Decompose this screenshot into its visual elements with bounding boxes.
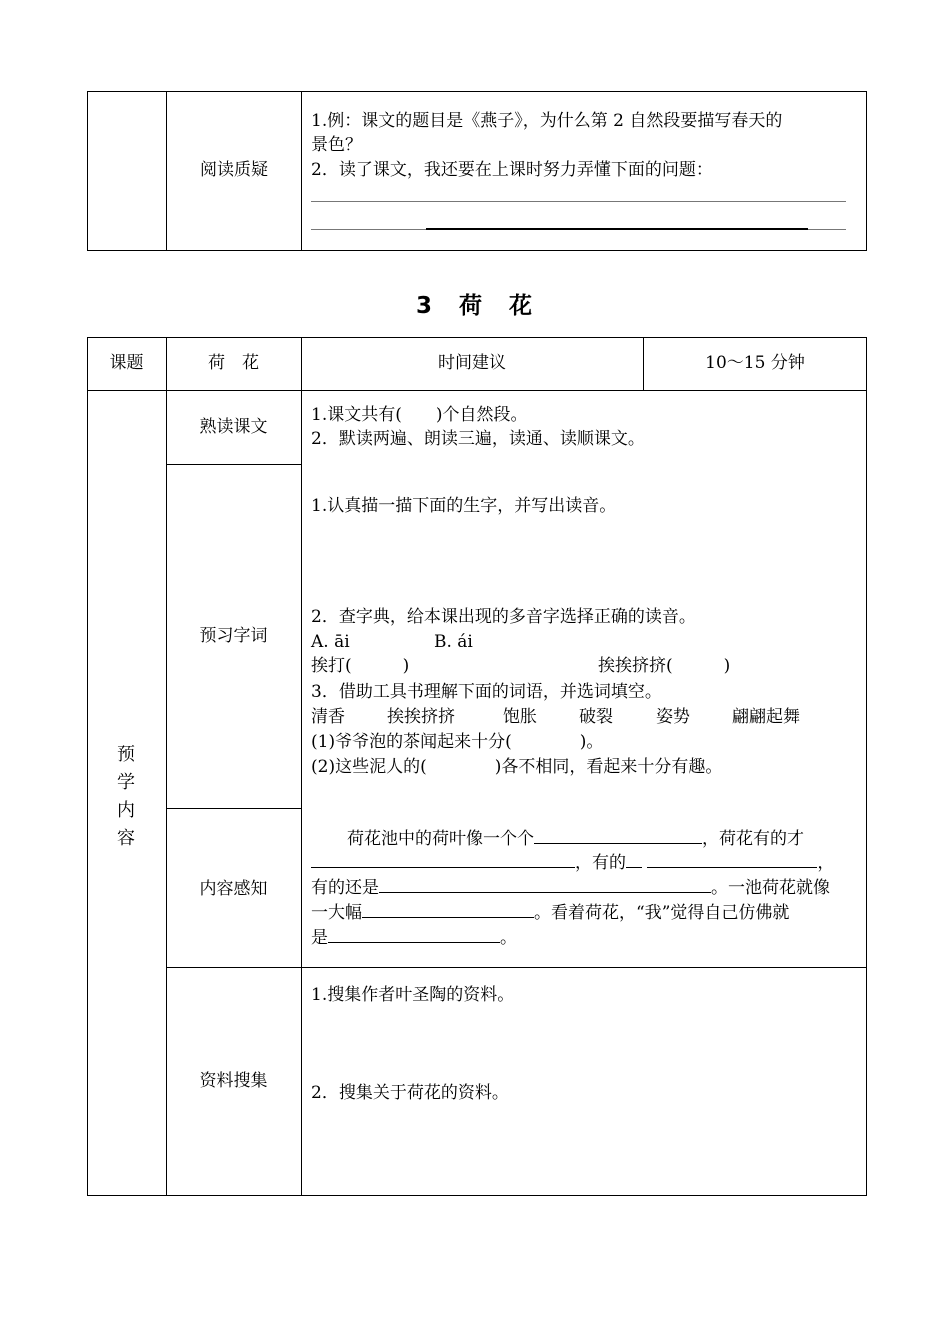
row-sep-words [166,808,301,809]
content-line-5: 是 。 [311,928,517,948]
content-line-4: 一大幅 。看着荷花，“我”觉得自己仿佛就 [311,903,790,923]
blank-1[interactable] [534,827,702,844]
vocab-6: 翩翩起舞 [732,707,800,727]
content-line-2: ，有的 ， [311,851,834,875]
row-sep-read [166,464,301,465]
blank-5[interactable] [362,901,534,918]
question-2: 2．读了课文，我还要在上课时努力弄懂下面的问题： [311,160,713,180]
read-item-2: 2．默读两遍、朗读三遍，读通、读顺课文。 [311,429,645,449]
content-line-3: 有的还是 。一池荷花就像 [311,878,830,898]
vocab-2: 挨挨挤挤 [387,707,455,727]
vocab-4: 破裂 [579,707,613,727]
row-label-words: 预习字词 [199,626,268,646]
header-lesson-label: 课题 [109,353,144,373]
words-q1: 1.认真描一描下面的生字，并写出读音。 [311,496,617,516]
blank-4[interactable] [379,876,711,893]
row-label-content: 内容感知 [199,879,268,899]
answer-line-2a[interactable] [311,229,426,230]
collect-q2: 2．搜集关于荷花的资料。 [311,1083,509,1103]
lesson-title: 3 荷 花 [415,293,534,319]
question-1: 1.例：课文的题目是《燕子》，为什么第 2 自然段要描写春天的 [311,111,783,131]
top-table-divider-2 [301,91,302,251]
row-sep-content [166,967,867,968]
header-bottom-border [87,390,867,391]
row-label-reading-questions: 阅读质疑 [200,160,268,180]
blank-6[interactable] [328,926,500,943]
blank-3b[interactable] [647,851,817,868]
fill-sentence-1: (1)爷爷泡的茶闻起来十分( )。 [311,732,604,752]
vocab-5: 姿势 [656,707,690,727]
row-label-collect: 资料搜集 [199,1071,268,1091]
answer-line-2c[interactable] [808,229,846,230]
blank-2[interactable] [311,851,575,868]
option-b: B. ái [434,632,473,652]
answer-line-1[interactable] [311,201,846,202]
answer-line-2b[interactable] [426,228,808,230]
word-aiaijiji: 挨挨挤挤( ) [598,656,731,676]
question-1-cont: 景色？ [311,135,362,155]
collect-q1: 1.搜集作者叶圣陶的资料。 [311,985,515,1005]
content-line-1: 荷花池中的荷叶像一个个 ，荷花有的才 [347,829,804,849]
vocab-1: 清香 [311,707,345,727]
blank-3a[interactable] [626,851,642,868]
fill-sentence-2: (2)这些泥人的( )各不相同，看起来十分有趣。 [311,757,723,777]
vocab-3: 饱胀 [503,707,537,727]
words-q2: 2．查字典，给本课出现的多音字选择正确的读音。 [311,607,696,627]
col-divider-1 [166,337,167,1196]
header-time-label: 时间建议 [438,353,506,373]
read-item-1: 1.课文共有( )个自然段。 [311,405,528,425]
words-q3: 3．借助工具书理解下面的词语，并选词填空。 [311,682,662,702]
row-label-read: 熟读课文 [199,417,268,437]
header-lesson-name: 荷 花 [208,353,259,373]
option-a: A. āi [311,632,350,652]
section-label-prestudy: 预 学 内 容 [117,744,135,849]
col-divider-2 [301,337,302,1196]
word-aida: 挨打( ) [311,656,410,676]
header-time-value: 10～15 分钟 [705,353,805,373]
